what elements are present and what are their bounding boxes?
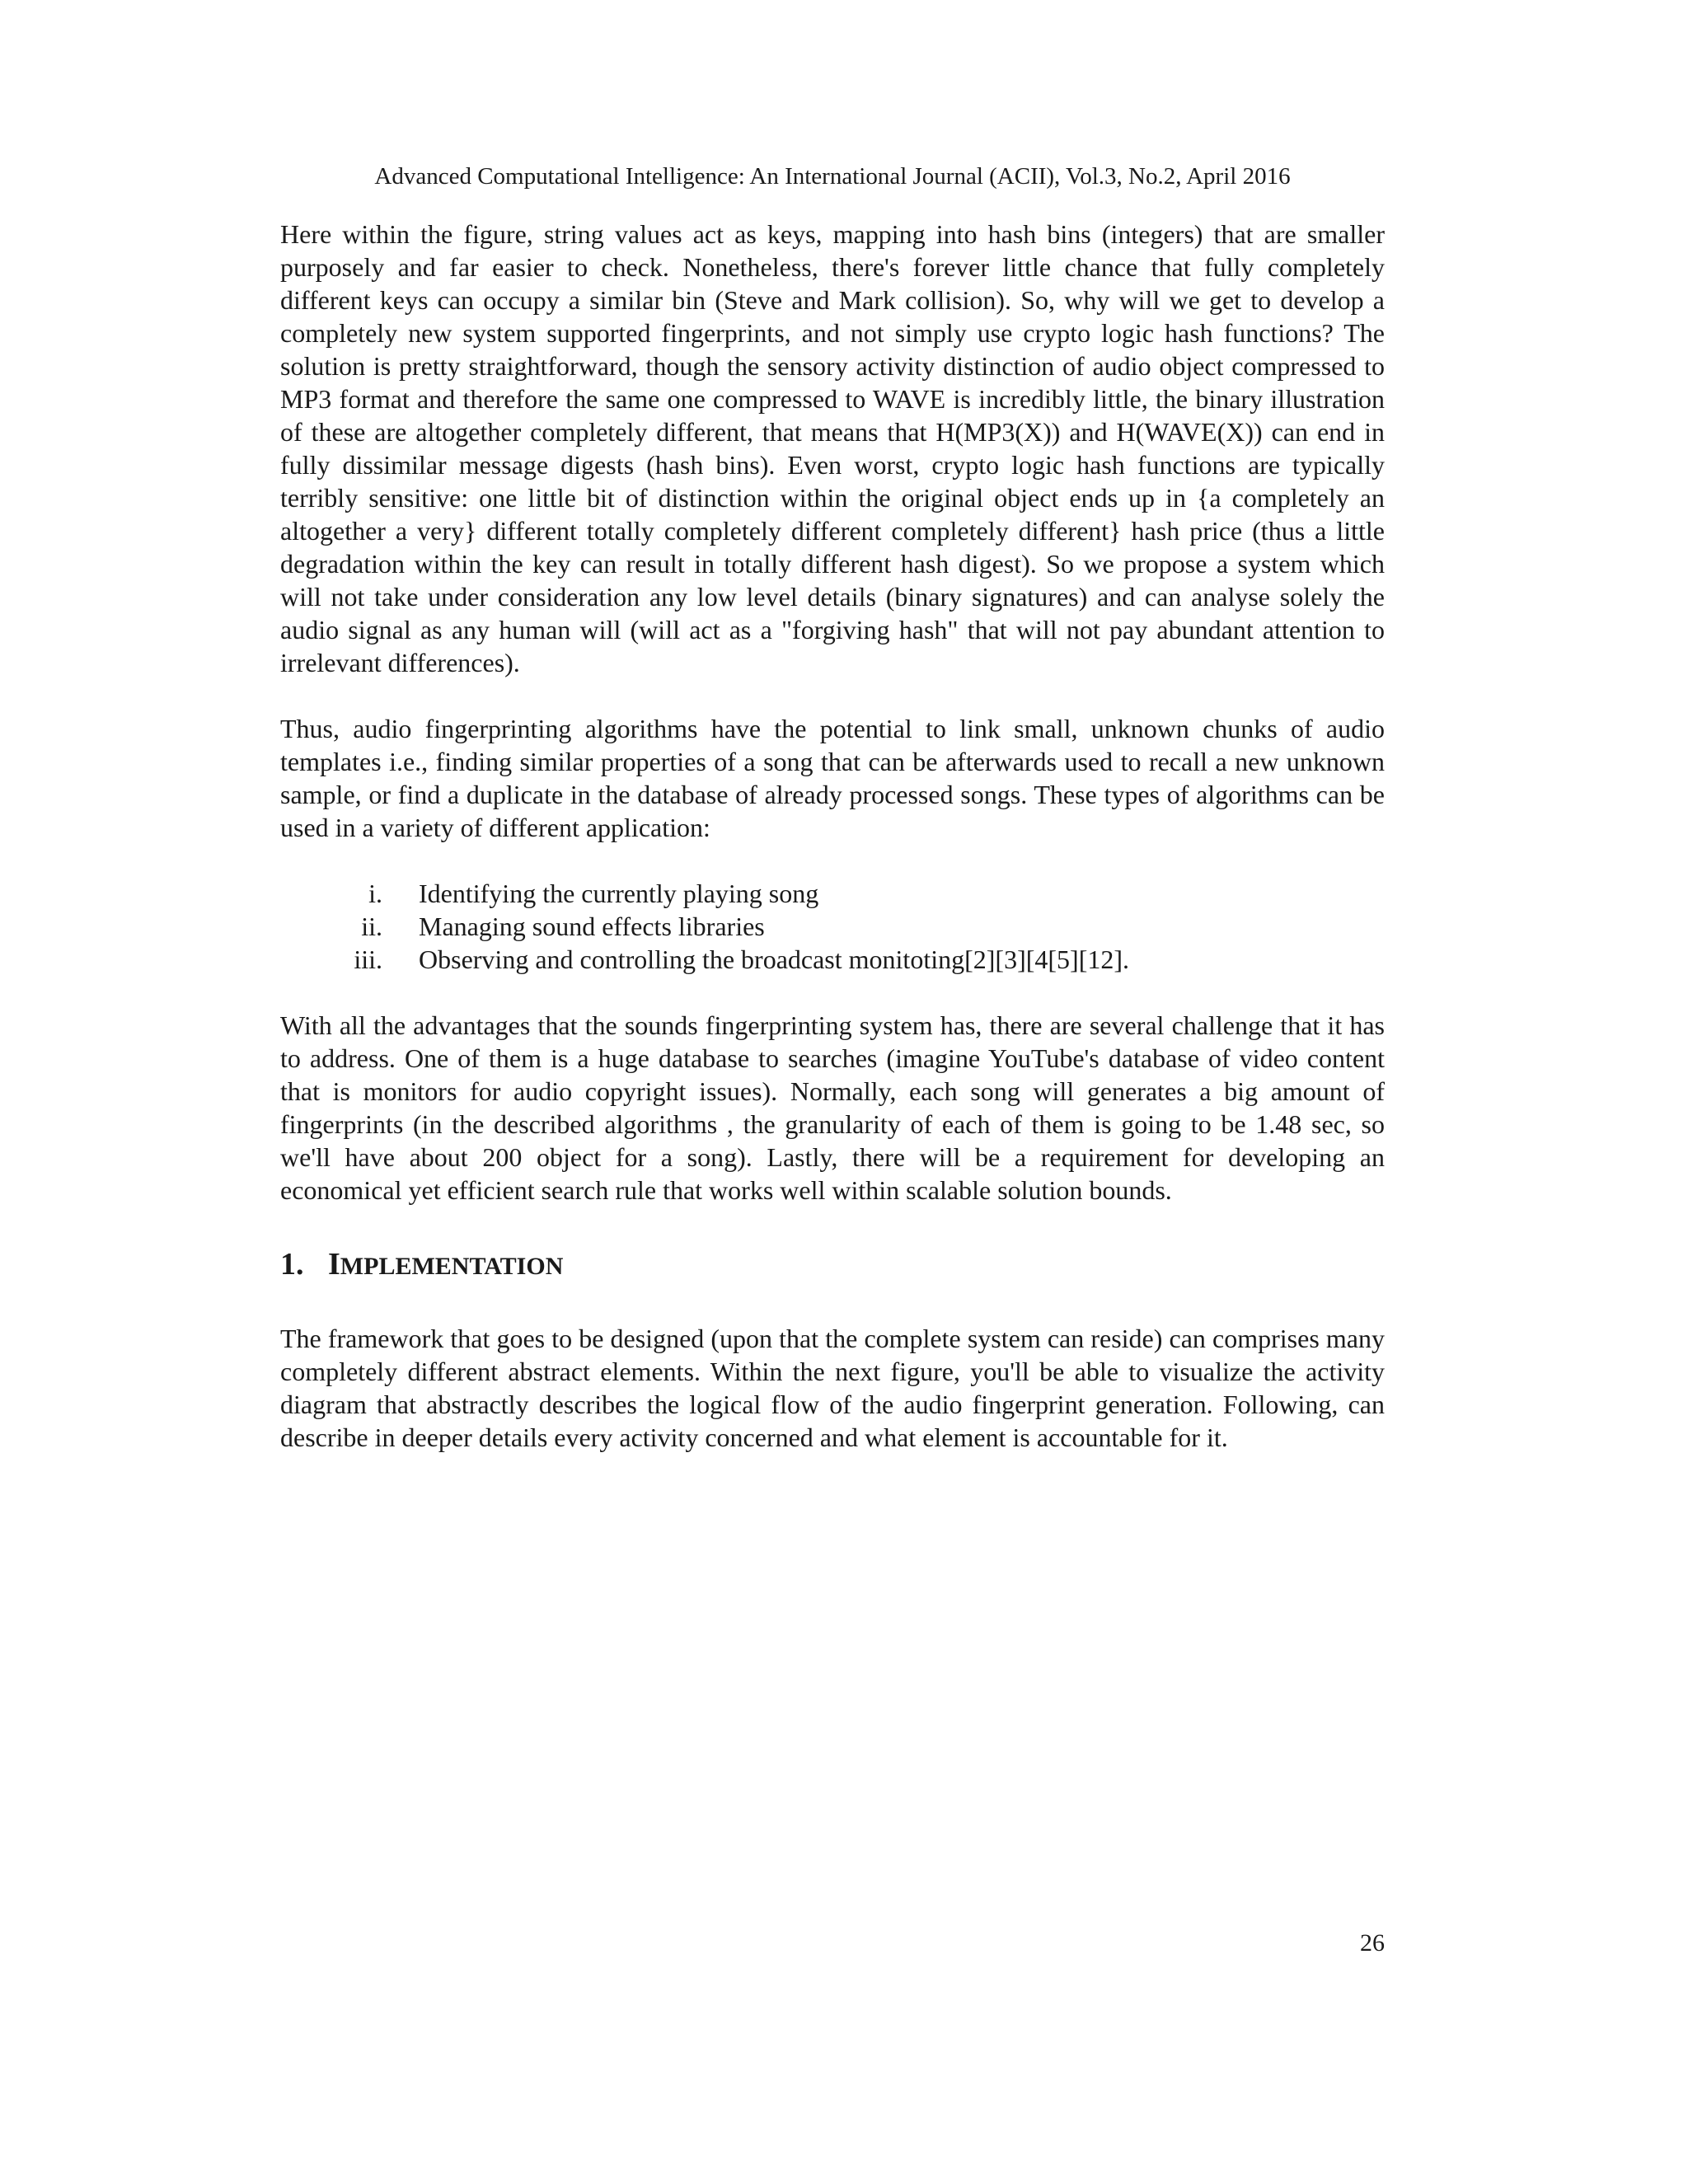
paragraph-gap — [280, 679, 1385, 712]
page-number: 26 — [1360, 1929, 1385, 1957]
applications-list — [280, 877, 1385, 976]
paragraph-framework: The framework that goes to be designed (upon that the complete system can reside) can comprises many completely different abstract elements. Within the next figure, you'll be able to visualize the activity diagram that abstractly describes the logical flow of the audio fingerprint generation. Following, can describe in deeper details every activity concerned and what element is accountable for it. — [280, 1324, 1385, 1452]
section-title-rest: MPLEMENTATION — [340, 1253, 564, 1280]
list-item-text: Observing and controlling the broadcast monitoting[2][3][4[5][12]. — [419, 944, 1129, 974]
list-item-text: Identifying the currently playing song — [419, 879, 819, 908]
list-item — [280, 877, 1385, 910]
list-item-number: ii. — [361, 912, 382, 941]
paragraph-gap — [280, 1289, 1385, 1322]
section-title-initial: I — [328, 1247, 340, 1282]
list-item-number: iii. — [354, 944, 382, 974]
paragraph-challenges: With all the advantages that the sounds fingerprinting system has, there are several challenge that it has to address. One of them is a huge database to searches (imagine YouTube's database of video content that is monitors for audio copyright issues). Normally, each song will generates a big amount of fingerprints (in the described algorithms , the granularity of each of them is going to be 1.48 sec, so we'll have about 200 object for a song). Lastly, there will be a requirement for developing an economical yet efficient search rule that works well within scalable solution bounds. — [280, 1010, 1385, 1205]
list-item-number: i. — [368, 879, 382, 908]
paragraph-gap — [280, 844, 1385, 877]
list-item — [280, 943, 1385, 976]
paragraph-gap — [280, 976, 1385, 1009]
list-item-text: Managing sound effects libraries — [419, 912, 765, 941]
section-heading — [280, 1240, 1385, 1289]
running-header: Advanced Computational Intelligence: An International Journal (ACII), Vol.3, No.2, April 2016 — [374, 163, 1291, 190]
list-item — [280, 910, 1385, 943]
paragraph-hash-collision: Here within the figure, string values act as keys, mapping into hash bins (integers) that are smaller purposely and far easier to check. Nonetheless, there's forever little chance that fully completely different keys can occupy a similar bin (Steve and Mark collision). So, why will we get to develop a completely new system supported fingerprints, and not simply use crypto logic hash functions? The solution is pretty straightforward, though the sensory activity distinction of audio object compressed to MP3 format and therefore the same one compressed to WAVE is incredibly little, the binary illustration of these are altogether completely different, that means that H(MP3(X)) and H(WAVE(X)) can end in fully dissimilar message digests (hash bins). Even worst, crypto logic hash functions are typically terribly sensitive: one little bit of distinction within the original object ends up in {a completely an altogether a very} different totally completely different completely different} hash price (thus a little degradation within the key can result in totally different hash digest). So we propose a system which will not take under consideration any low level details (binary signatures) and can analyse solely the audio signal as any human will (will act as a "forgiving hash" that will not pay abundant attention to irrelevant differences). — [280, 219, 1385, 677]
paragraph-gap — [280, 1207, 1385, 1240]
section-number: 1. — [280, 1247, 304, 1282]
page-body — [280, 218, 1385, 1454]
paragraph-fingerprinting-algorithms: Thus, audio fingerprinting algorithms have the potential to link small, unknown chunks of audio templates i.e., finding similar properties of a song that can be afterwards used to recall a new unknown sample, or find a duplicate in the database of already processed songs. These types of algorithms can be used in a variety of different application: — [280, 714, 1385, 842]
